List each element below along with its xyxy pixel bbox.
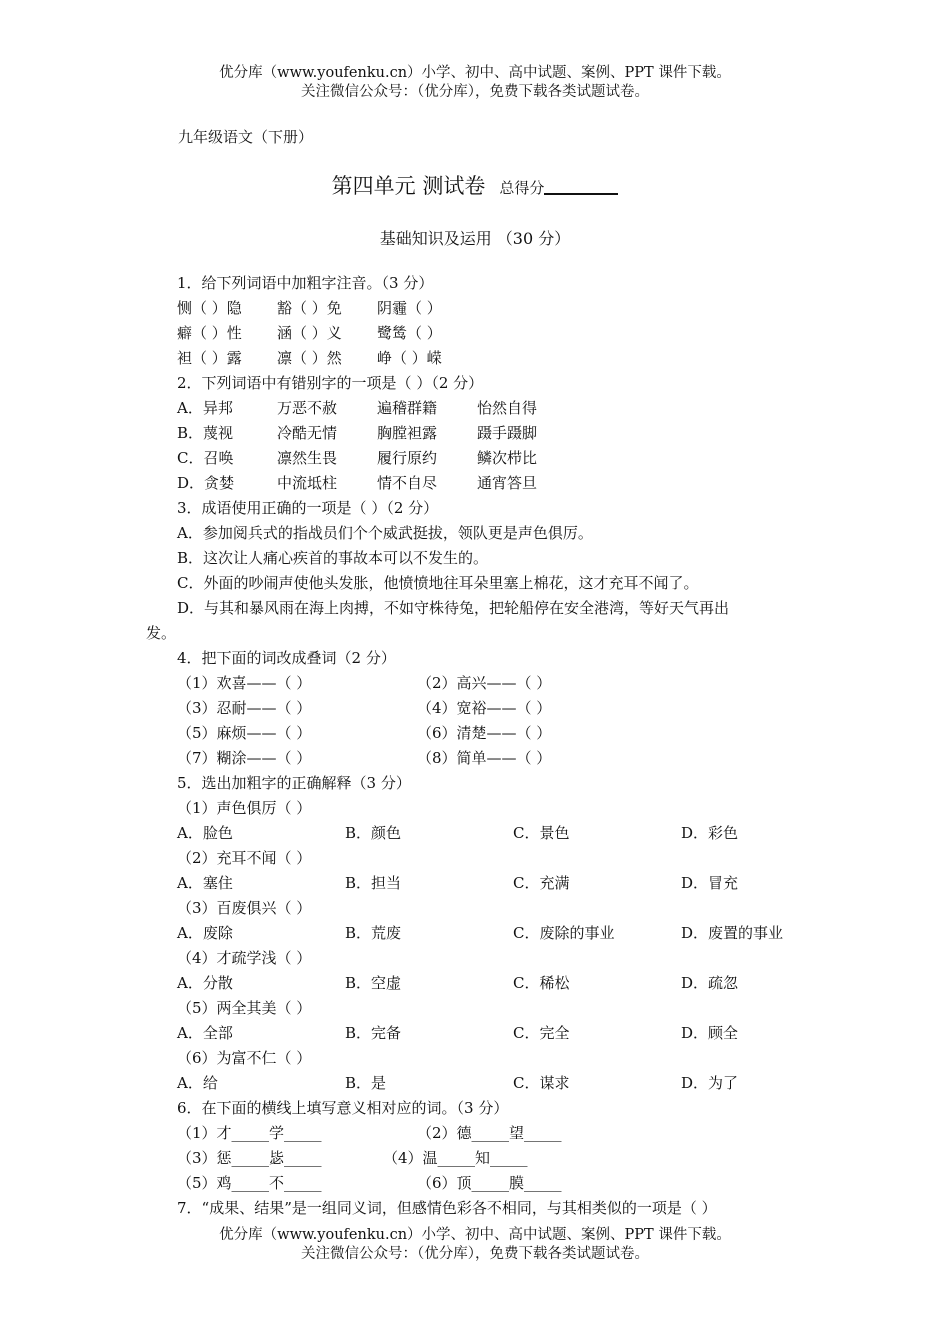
q6-item: （6）顶_____膜_____ [417,1174,562,1192]
q2-cell: 万恶不赦 [277,399,338,417]
q5-options [146,871,826,896]
q3-option-d: D．与其和暴风雨在海上肉搏，不如守株待兔，把轮船停在安全港湾，等好天气再出 [177,599,730,617]
q2-cell: A．异邦 [177,399,233,417]
q5-option: B．完备 [345,1024,402,1042]
q5-option: B．荒废 [345,924,402,942]
q1-item: 袒（ ）露 [177,349,242,367]
q5-subquestion: （1）声色俱厉（ ） [177,799,312,817]
header-banner [0,64,950,102]
banner-line-2: 关注微信公众号：（优分库），免费下载各类试题试卷。 [301,84,649,100]
q2-cell: 怡然自得 [477,399,538,417]
q5-option: C．充满 [513,874,570,892]
q6-item: （3）惩_____毖_____ [177,1149,322,1167]
q5-option: D．彩色 [681,824,739,842]
q2-stem: 2．下列词语中有错别字的一项是（ ）（2 分） [177,374,484,392]
grade-label: 九年级语文（下册） [178,128,314,146]
q4-row [146,721,826,746]
banner-line-2: 关注微信公众号：（优分库），免费下载各类试题试卷。 [301,1246,649,1262]
q4-item: （3）忍耐——（ ） [177,699,312,717]
q2-cell: 中流坻柱 [277,474,338,492]
score-label: 总得分 [499,179,545,197]
q1-row [146,296,826,321]
title-text: 第四单元 测试卷 [331,174,486,198]
q5-option: A．全部 [177,1024,233,1042]
q5-options [146,971,826,996]
q4-item: （2）高兴——（ ） [417,674,552,692]
q5-option: C．废除的事业 [513,924,615,942]
q4-item: （1）欢喜——（ ） [177,674,312,692]
q5-option: D．疏忽 [681,974,739,992]
q2-cell: 遍稽群籍 [377,399,438,417]
q2-option [146,421,826,446]
q2-cell: 情不自尽 [377,474,438,492]
q5-stem: 5．选出加粗字的正确解释（3 分） [177,774,411,792]
q5-option: D．废置的事业 [681,924,784,942]
q2-cell: 通宵答旦 [477,474,538,492]
q5-options [146,1021,826,1046]
q5-option: A．分散 [177,974,233,992]
q6-row [146,1171,826,1196]
section-heading: 基础知识及运用 （30 分） [379,229,571,248]
q5-option: B．担当 [345,874,402,892]
q5-option: C．完全 [513,1024,570,1042]
q2-option [146,396,826,421]
q6-row [146,1146,826,1171]
q2-cell: 履行原约 [377,449,438,467]
banner-line-1: 优分库（www.youfenku.cn）小学、初中、高中试题、案例、PPT 课件下载。 [219,1227,731,1243]
q6-item: （4）温_____知_____ [383,1149,528,1167]
footer-banner [0,1226,950,1264]
q5-subquestion: （5）两全其美（ ） [177,999,312,1017]
q1-item: 峥（ ）嵘 [377,349,442,367]
q1-row [146,321,826,346]
page-title [0,170,950,200]
q3-option-b: B．这次让人痛心疾首的事故本可以不发生的。 [177,549,489,567]
banner-line-1: 优分库（www.youfenku.cn）小学、初中、高中试题、案例、PPT 课件下载。 [219,65,731,81]
q5-option: A．废除 [177,924,233,942]
q5-options [146,921,826,946]
q6-item: （2）德_____望_____ [417,1124,562,1142]
q2-option [146,471,826,496]
q1-item: 凛（ ）然 [277,349,342,367]
q5-option: B．是 [345,1074,387,1092]
q7-stem: 7．“成果、结果”是一组同义词，但感情色彩各不相同，与其相类似的一项是（ ） [177,1199,717,1217]
q5-option: D．冒充 [681,874,739,892]
q5-subquestion: （2）充耳不闻（ ） [177,849,312,867]
q1-stem: 1．给下列词语中加粗字注音。（3 分） [177,274,434,292]
q1-item: 恻（ ）隐 [177,299,242,317]
q2-cell: 凛然生畏 [277,449,338,467]
q4-item: （4）宽裕——（ ） [417,699,552,717]
q6-row [146,1121,826,1146]
q1-item: 癖（ ）性 [177,324,242,342]
q3-option-a: A．参加阅兵式的指战员们个个威武挺拔，领队更是声色俱厉。 [177,524,593,542]
q5-subquestion: （6）为富不仁（ ） [177,1049,312,1067]
q2-cell: 蹑手蹑脚 [477,424,538,442]
q5-subquestion: （4）才疏学浅（ ） [177,949,312,967]
q2-cell: C．召唤 [177,449,234,467]
q4-item: （8）简单——（ ） [417,749,552,767]
q1-item: 涵（ ）义 [277,324,342,342]
q5-option: A．脸色 [177,824,233,842]
q2-cell: D．贪婪 [177,474,235,492]
q4-row [146,746,826,771]
q6-item: （5）鸡_____不_____ [177,1174,322,1192]
score-blank [544,177,618,195]
q5-option: A．给 [177,1074,218,1092]
q5-options [146,821,826,846]
q2-option [146,446,826,471]
q4-item: （6）清楚——（ ） [417,724,552,742]
q3-stem: 3．成语使用正确的一项是（ ）（2 分） [177,499,439,517]
q1-row [146,346,826,371]
q2-cell: 胸膛袒露 [377,424,438,442]
q5-option: D．为了 [681,1074,739,1092]
q4-row [146,696,826,721]
q4-item: （5）麻烦——（ ） [177,724,312,742]
q6-stem: 6．在下面的横线上填写意义相对应的词。（3 分） [177,1099,509,1117]
q5-option: A．塞住 [177,874,233,892]
q6-item: （1）才_____学_____ [177,1124,322,1142]
q4-stem: 4．把下面的词改成叠词（2 分） [177,649,396,667]
q1-item: 豁（ ）免 [277,299,342,317]
q2-cell: 鳞次栉比 [477,449,538,467]
q5-option: C．景色 [513,824,570,842]
q5-subquestion: （3）百废俱兴（ ） [177,899,312,917]
q4-item: （7）糊涂——（ ） [177,749,312,767]
q3-option-d-continued: 发。 [146,624,177,642]
q3-option-c: C．外面的吵闹声使他头发胀，他愤愤地往耳朵里塞上棉花，这才充耳不闻了。 [177,574,699,592]
q5-option: C．稀松 [513,974,570,992]
q5-option: D．顾全 [681,1024,739,1042]
q1-item: 鹭鸶（ ） [377,324,442,342]
q5-option: C．谋求 [513,1074,570,1092]
q5-options [146,1071,826,1096]
q2-cell: B．蔑视 [177,424,234,442]
q5-option: B．颜色 [345,824,402,842]
q1-item: 阴霾（ ） [377,299,442,317]
q4-row [146,671,826,696]
question-list [146,271,826,1221]
q5-option: B．空虚 [345,974,402,992]
q2-cell: 冷酷无情 [277,424,338,442]
